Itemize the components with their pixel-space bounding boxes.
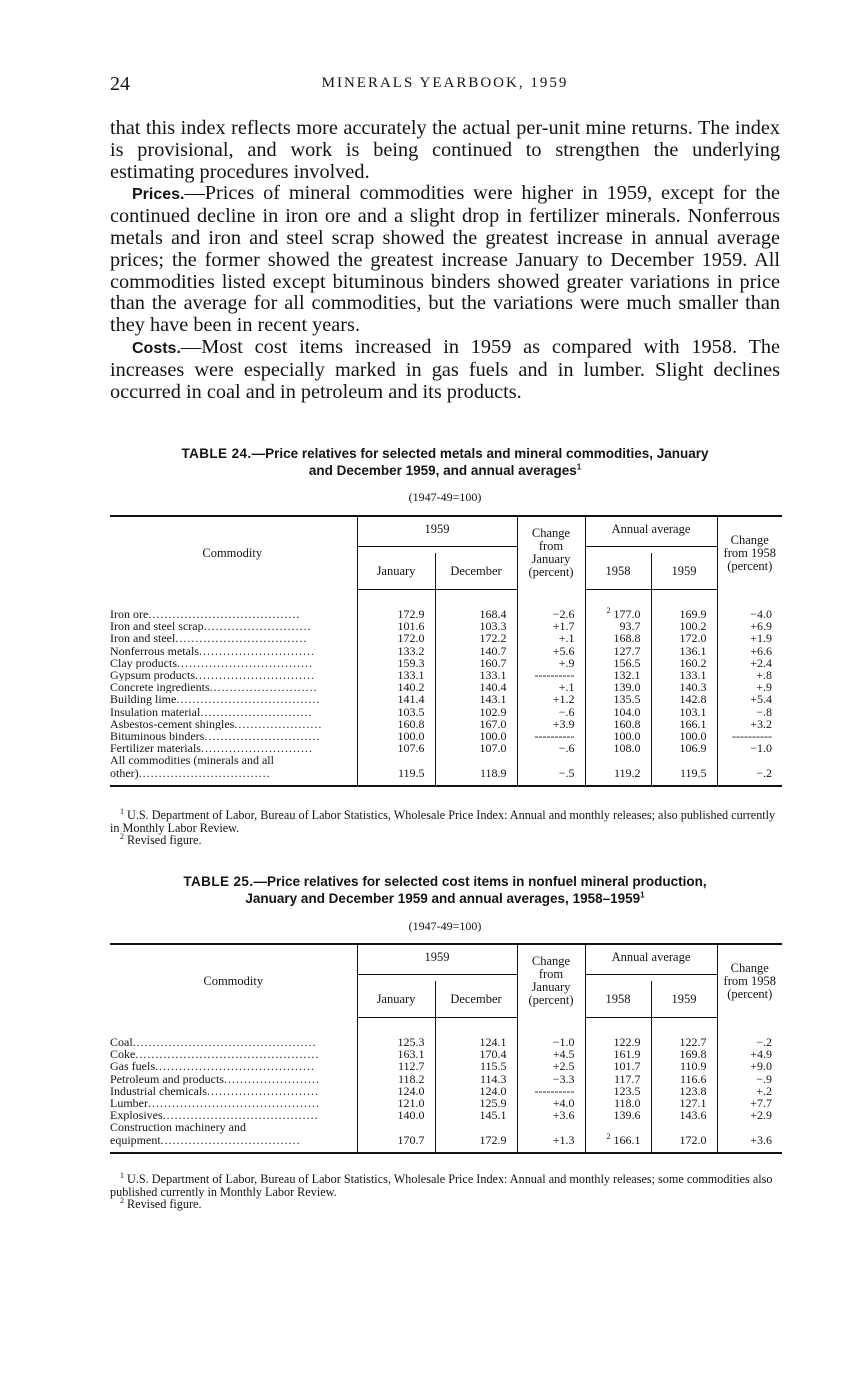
- table-row: [110, 590, 782, 621]
- commodity-name: Iron ore......................................: [110, 590, 357, 621]
- value-annual-1959: 123.8: [651, 1085, 717, 1097]
- value-january: 163.1: [357, 1048, 435, 1060]
- value-change-1958: −.9: [756, 1071, 772, 1086]
- value-annual-1958: 132.1: [585, 669, 651, 681]
- commodity-name: Lumber...........................................: [110, 1097, 357, 1109]
- commodity-name: Concrete ingredients...........................: [110, 681, 357, 693]
- commodity-name: Coke..............................................: [110, 1048, 357, 1060]
- value-change-1958: −.2: [717, 754, 782, 785]
- value-january: 133.1: [357, 669, 435, 681]
- value-december: 145.1: [435, 1109, 517, 1121]
- table-25: [110, 943, 782, 1154]
- running-title: MINERALS YEARBOOK, 1959: [321, 75, 569, 91]
- value-change-january: +4.5: [517, 1048, 585, 1060]
- commodity-name: Iron and steel.................................: [110, 632, 357, 644]
- value-annual-1958: 139.0: [585, 681, 651, 693]
- value-january: 125.3: [357, 1018, 435, 1049]
- value-change-january: +.9: [517, 657, 585, 669]
- commodity-name: Building lime....................................: [110, 693, 357, 705]
- value-change-1958: +4.9: [750, 1047, 772, 1062]
- table-24-title-line1: —Price relatives for selected metals and mineral commodities, January: [251, 446, 709, 461]
- value-change-1958: +6.6: [750, 643, 772, 658]
- value-december: 172.9: [435, 1121, 517, 1152]
- value-january: 140.2: [357, 681, 435, 693]
- commodity-name: Coal..............................................: [110, 1018, 357, 1049]
- value-december: 100.0: [435, 730, 517, 742]
- value-annual-1959: 106.9: [651, 742, 717, 754]
- value-change-january: +.1: [517, 681, 585, 693]
- value-january: 118.2: [357, 1073, 435, 1085]
- value-december: 124.1: [435, 1018, 517, 1049]
- value-january: 119.5: [357, 754, 435, 785]
- value-january: 101.6: [357, 620, 435, 632]
- value-change-january: +3.6: [517, 1109, 585, 1121]
- value-december: 170.4: [435, 1048, 517, 1060]
- value-change-january: +4.0: [517, 1097, 585, 1109]
- commodity-name: Fertilizer materials............................: [110, 742, 357, 754]
- value-annual-1958: 117.7: [585, 1073, 651, 1085]
- commodity-name: Bituminous binders.............................: [110, 730, 357, 742]
- table-25-header-annual-average: Annual average: [585, 944, 717, 981]
- paragraph-continuation: that this index reflects more accurately the actual per-unit mine returns. The index is provisional, and work is being continued to strengthen the underlying estimating procedures involved.: [110, 117, 780, 183]
- table-25-caption: [110, 873, 780, 907]
- footnote-marker: 2: [606, 1131, 611, 1141]
- table-24-header-change-january: Change from January (percent): [517, 516, 585, 590]
- value-january: 160.8: [357, 718, 435, 730]
- value-annual-1959: 119.5: [651, 754, 717, 785]
- commodity-name: Clay products..................................: [110, 657, 357, 669]
- value-change-january: −3.3: [517, 1073, 585, 1085]
- value-annual-1959: 133.1: [651, 669, 717, 681]
- table-24: [110, 515, 782, 787]
- paragraph-costs: [110, 337, 780, 403]
- table-24-title-note: 1: [576, 462, 582, 472]
- table-25-header-december: December: [435, 981, 517, 1018]
- paragraph-prices-text: —Prices of mineral commodities were higher in 1959, except for the continued decline in iron ore and a slight drop in fertilizer minerals. Nonferrous metals and iron and steel scrap showed the greatest increase in annual average prices; the former showed the greatest increase January to December 1959. All commodities listed except bituminous binders showed greater variations in price than the average for all commodities, but the variations were much smaller than they have been in recent years.: [110, 182, 780, 337]
- value-january: 170.7: [357, 1121, 435, 1152]
- value-january: 140.0: [357, 1109, 435, 1121]
- paragraph-costs-text: —Most cost items increased in 1959 as compared with 1958. The increases were especially marked in gas fuels and in lumber. Slight declines occurred in coal and in petroleum and its products.: [110, 335, 780, 403]
- value-annual-1959: 100.0: [651, 730, 717, 742]
- value-annual-1958: 122.9: [585, 1018, 651, 1049]
- table-24-header-january: January: [357, 553, 435, 590]
- value-annual-1958: 139.6: [585, 1109, 651, 1121]
- table-24-header-1958: 1958: [585, 553, 651, 590]
- value-december: 114.3: [435, 1073, 517, 1085]
- table-row: [110, 1018, 782, 1049]
- value-change-january: −.6: [517, 742, 585, 754]
- value-change-1958: +2.4: [750, 655, 772, 670]
- table-25-header-1958: 1958: [585, 981, 651, 1018]
- value-december: 125.9: [435, 1097, 517, 1109]
- value-change-january: −.6: [517, 706, 585, 718]
- value-annual-1959: 169.9: [651, 590, 717, 621]
- value-annual-1959: 136.1: [651, 645, 717, 657]
- value-annual-1959: 169.8: [651, 1048, 717, 1060]
- value-january: 112.7: [357, 1060, 435, 1072]
- value-change-1958: +5.4: [750, 692, 772, 707]
- value-annual-1959: 172.0: [651, 1121, 717, 1152]
- value-change-1958: +2.9: [750, 1108, 772, 1123]
- value-annual-1959: 166.1: [651, 718, 717, 730]
- value-december: 133.1: [435, 669, 517, 681]
- value-change-1958: +1.9: [750, 631, 772, 646]
- commodity-name: Industrial chemicals............................: [110, 1085, 357, 1097]
- run-in-heading-costs: Costs.: [132, 339, 181, 357]
- value-january: 159.3: [357, 657, 435, 669]
- value-january: 100.0: [357, 730, 435, 742]
- value-change-january: ----------: [517, 1085, 585, 1097]
- value-december: 172.2: [435, 632, 517, 644]
- value-annual-1959: 122.7: [651, 1018, 717, 1049]
- value-change-january: ----------: [517, 730, 585, 742]
- commodity-name: Gypsum products..............................: [110, 669, 357, 681]
- value-change-1958: +3.6: [717, 1121, 782, 1152]
- value-annual-1959: 127.1: [651, 1097, 717, 1109]
- commodity-name: Iron and steel scrap...........................: [110, 620, 357, 632]
- table-24-title-line2: and December 1959, and annual averages: [308, 463, 577, 478]
- table-25-title-line2: January and December 1959 and annual averages, 1958–1959: [245, 891, 641, 906]
- table-24-label: TABLE 24.: [181, 446, 252, 461]
- table-24-footnote-2: $^2$ Revised figure.: [120, 831, 202, 847]
- table-25-header-january: January: [357, 981, 435, 1018]
- value-change-january: −2.6: [517, 590, 585, 621]
- table-24-caption: [110, 445, 780, 479]
- value-annual-1958: 101.7: [585, 1060, 651, 1072]
- commodity-name: Explosives.......................................: [110, 1109, 357, 1121]
- commodity-name: All commodities (minerals and all other).................................: [110, 754, 357, 785]
- value-december: 168.4: [435, 590, 517, 621]
- value-january: 107.6: [357, 742, 435, 754]
- value-change-january: +.1: [517, 632, 585, 644]
- table-25-footnote-2: $^2$ Revised figure.: [120, 1195, 202, 1211]
- value-annual-1958: 119.2: [585, 754, 651, 785]
- value-change-january: +1.2: [517, 693, 585, 705]
- value-annual-1958: 127.7: [585, 645, 651, 657]
- value-december: 115.5: [435, 1060, 517, 1072]
- value-change-1958: −4.0: [750, 607, 772, 621]
- value-annual-1958: 108.0: [585, 742, 651, 754]
- value-change-1958: −1.0: [750, 741, 772, 756]
- value-change-january: +5.6: [517, 645, 585, 657]
- table-row: [110, 1121, 782, 1152]
- value-change-january: +1.3: [517, 1121, 585, 1152]
- table-24-base: (1947-49=100): [408, 490, 482, 504]
- value-change-january: −.5: [517, 754, 585, 785]
- page-header: [110, 73, 780, 97]
- value-december: 102.9: [435, 706, 517, 718]
- value-january: 121.0: [357, 1097, 435, 1109]
- table-25-header-change-january: Change from January (percent): [517, 944, 585, 1018]
- value-change-1958: −.8: [756, 704, 772, 719]
- value-annual-1959: 103.1: [651, 706, 717, 718]
- value-december: 140.7: [435, 645, 517, 657]
- value-january: 103.5: [357, 706, 435, 718]
- value-annual-1958: 93.7: [585, 620, 651, 632]
- value-change-1958: +.2: [756, 1083, 772, 1098]
- body-text: [110, 118, 780, 403]
- value-january: 124.0: [357, 1085, 435, 1097]
- table-row: [110, 742, 782, 754]
- value-annual-1958: 156.5: [585, 657, 651, 669]
- value-december: 140.4: [435, 681, 517, 693]
- page-number: 24: [110, 73, 130, 95]
- table-25-body: [110, 1018, 782, 1153]
- value-annual-1959: 140.3: [651, 681, 717, 693]
- value-january: 172.0: [357, 632, 435, 644]
- value-annual-1958: 135.5: [585, 693, 651, 705]
- value-january: 133.2: [357, 645, 435, 657]
- value-january: 172.9: [357, 590, 435, 621]
- table-24-header-change-1958: Change from 1958 (percent): [717, 516, 782, 590]
- value-annual-1958: 168.8: [585, 632, 651, 644]
- value-annual-1959: 172.0: [651, 632, 717, 644]
- commodity-name: Asbestos-cement shingles......................: [110, 718, 357, 730]
- table-25-base: (1947-49=100): [408, 919, 482, 933]
- value-change-january: −1.0: [517, 1018, 585, 1049]
- value-annual-1958: 118.0: [585, 1097, 651, 1109]
- table-25-header-change-1958: Change from 1958 (percent): [717, 944, 782, 1018]
- paragraph-prices: [110, 183, 780, 337]
- value-annual-1958: 161.9: [585, 1048, 651, 1060]
- table-25-footnotes: [110, 1170, 782, 1211]
- value-december: 124.0: [435, 1085, 517, 1097]
- commodity-name: Insulation material............................: [110, 706, 357, 718]
- value-annual-1959: 142.8: [651, 693, 717, 705]
- table-24-header-1959: 1959: [357, 516, 517, 553]
- commodity-name: Construction machinery and equipment...................................: [110, 1121, 357, 1152]
- value-change-1958: +7.7: [750, 1096, 772, 1111]
- table-24-header-annual-1959: 1959: [651, 553, 717, 590]
- value-december: 107.0: [435, 742, 517, 754]
- value-december: 167.0: [435, 718, 517, 730]
- commodity-name: Gas fuels........................................: [110, 1060, 357, 1072]
- table-25-header-annual-1959: 1959: [651, 981, 717, 1018]
- table-25-header-1959: 1959: [357, 944, 517, 981]
- table-25-label: TABLE 25.: [183, 874, 254, 889]
- value-annual-1959: 160.2: [651, 657, 717, 669]
- value-december: 103.3: [435, 620, 517, 632]
- commodity-name: Nonferrous metals.............................: [110, 645, 357, 657]
- value-annual-1958: 104.0: [585, 706, 651, 718]
- run-in-heading-prices: Prices.: [132, 186, 185, 204]
- table-24-footnote-1: $^1$ U.S. Department of Labor, Bureau of Labor Statistics, Wholesale Price Index: Annual and monthly releases; also published currently in Monthly Labor Review.: [110, 806, 776, 835]
- value-change-january: +2.5: [517, 1060, 585, 1072]
- value-change-1958: +.8: [756, 668, 772, 683]
- value-annual-1958: $^2$ 177.0: [585, 590, 651, 621]
- value-change-1958: +.9: [756, 680, 772, 695]
- value-january: 141.4: [357, 693, 435, 705]
- table-24-header-annual-average: Annual average: [585, 516, 717, 553]
- table-24-footnotes: [110, 806, 782, 847]
- value-annual-1959: 116.6: [651, 1073, 717, 1085]
- table-24-header-commodity: Commodity: [110, 516, 357, 590]
- table-25-footnote-1: $^1$ U.S. Department of Labor, Bureau of Labor Statistics, Wholesale Price Index: Annual and monthly releases; some commodities also published currently in Monthly Labor Review.: [110, 1170, 773, 1199]
- value-change-1958: +6.9: [750, 619, 772, 634]
- value-annual-1958: 100.0: [585, 730, 651, 742]
- value-annual-1959: 100.2: [651, 620, 717, 632]
- value-annual-1959: 143.6: [651, 1109, 717, 1121]
- table-25-title-note: 1: [640, 890, 645, 900]
- value-change-1958: +9.0: [750, 1059, 772, 1074]
- table-row: [110, 1109, 782, 1121]
- value-change-1958: +3.2: [750, 716, 772, 731]
- value-change-january: +3.9: [517, 718, 585, 730]
- value-annual-1959: 110.9: [651, 1060, 717, 1072]
- value-december: 143.1: [435, 693, 517, 705]
- value-change-january: ----------: [517, 669, 585, 681]
- value-change-january: +1.7: [517, 620, 585, 632]
- value-change-1958: ----------: [732, 729, 772, 744]
- table-25-header-commodity: Commodity: [110, 944, 357, 1018]
- table-25-title-line1: —Price relatives for selected cost items in nonfuel mineral production,: [253, 874, 707, 889]
- value-annual-1958: $^2$ 166.1: [585, 1121, 651, 1152]
- commodity-name: Petroleum and products........................: [110, 1073, 357, 1085]
- value-change-1958: −.2: [756, 1035, 772, 1049]
- value-december: 160.7: [435, 657, 517, 669]
- table-24-header-december: December: [435, 553, 517, 590]
- value-december: 118.9: [435, 754, 517, 785]
- table-24-body: [110, 590, 782, 786]
- footnote-marker: 2: [606, 606, 611, 615]
- table-row: [110, 754, 782, 785]
- value-annual-1958: 123.5: [585, 1085, 651, 1097]
- value-annual-1958: 160.8: [585, 718, 651, 730]
